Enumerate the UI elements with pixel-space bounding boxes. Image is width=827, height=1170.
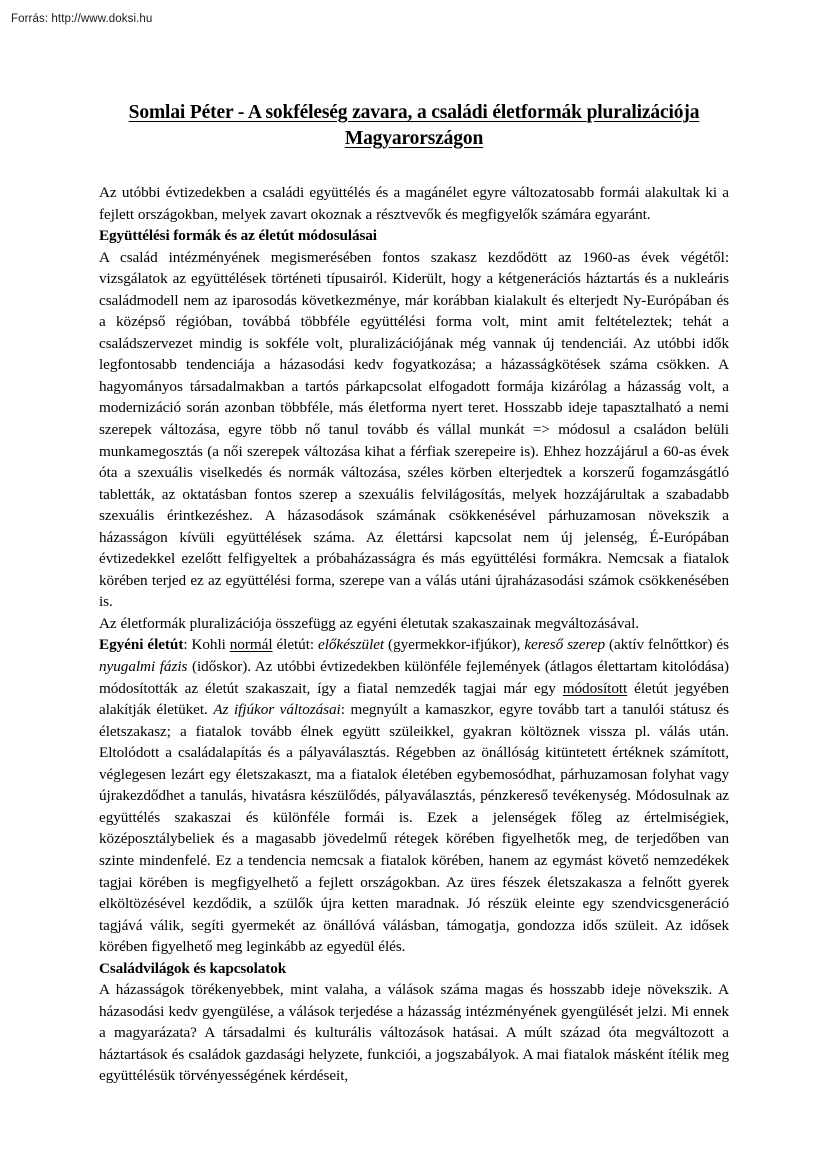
text-run-7: : megnyúlt a kamaszkor, egyre tovább tart a tanulói státusz és életszakasz; a fiatalok tovább élnek együtt szüleikkel, gyakran költöznek vissza pl. válás után. Eltolódott a családalapítás és a pályaválasztás. Régebben az önállóság kitüntetett értéknek számított, véglegesen lezárt egy életszakaszt, ma a fiatalok életében egybemosódhat, párhuzamosan folyhat vagy újrakezdődhet a tanulás, hivatásra készülődés, pályaválasztás, pénzkereső tevékenység. Módosulnak az együttélés szakaszai és különféle formái is. Ezek a jelenségek főleg az értelmiségiek, középosztálybeliek és a magasabb jövedelmű rétegek körében figyelhetők meg, de terjedőben van szinte mindenfelé. Ez a tendencia nemcsak a fiatalok körében, hanem az egymást követő nemzedékek tagjai körében is megfigyelhető a fejlett országokban. Az üres fészek életszakasza a felnőtt gyerek elköltözésével kezdődik, a szülők újra ketten maradnak. Jó részük eleinte egy szendvicsgeneráció tagjává válik, segíti gyermekét az önállóvá válásban, támogatja, gondozza idős szüleit. Az idősek körében figyelhető meg leginkább az egyedül élés. bbox=[99, 701, 729, 956]
term-nyugalmi-fazis: nyugalmi fázis bbox=[99, 658, 188, 676]
source-url-header: Forrás: http://www.doksi.hu bbox=[11, 13, 153, 25]
text-run-5: (időskor). Az utóbbi évtizedekben különféle fejlemények (átlagos élettartam kitolódása) módosították az életút szakaszait, így a fiatal nemzedék tagjai már egy bbox=[99, 658, 729, 697]
text-run-4: (aktív felnőttkor) és bbox=[605, 636, 729, 654]
intro-paragraph: Az utóbbi évtizedekben a családi együttélés és a magánélet egyre változatosabb formái alakultak ki a fejlett országokban, melyek zavart okoznak a résztvevők és megfigyelők számára egyaránt. bbox=[99, 184, 729, 223]
section-heading-csaladvilagok: Családvilágok és kapcsolatok bbox=[99, 959, 287, 977]
page-title-line-1: Somlai Péter - A sokféleség zavara, a családi életformák bbox=[128, 102, 582, 123]
term-elokeszulet: előkészület bbox=[318, 636, 385, 654]
term-az-ifjukor-valtozasai: Az ifjúkor változásai bbox=[213, 701, 341, 719]
term-modositott: módosított bbox=[562, 679, 628, 697]
paragraph-hazassagok-torekenyebbek: A házasságok törékenyebbek, mint valaha, a válások száma magas és hosszabb ideje növekszik. A házasodási kedv gyengülése, a válások terjedése a házasság intézményének gyengülését jelzi. Mi ennek a magyarázata? A társadalmi és kulturális változások hatásai. A múlt század óta megváltozott a háztartások és családok gazdasági helyzete, funkciói, a jogszabályok. A mai fiatalok másként ítélik meg együttélésük törvényességének kérdéseit, bbox=[99, 981, 729, 1085]
text-run-1: : Kohli bbox=[183, 636, 230, 654]
section-heading-egyuttelesi-formak: Együttélési formák és az életút módosulásai bbox=[99, 227, 377, 245]
term-kereso-szerep: kereső szerep bbox=[524, 636, 606, 654]
paragraph-csalad-intezmenye: A család intézményének megismerésében fontos szakasz kezdődött az 1960-as évek végétől: vizsgálatok az együttélések történeti típusairól. Kiderült, hogy a kétgenerációs háztartás és a nukleáris családmodell nem az iparosodás következménye, már korábban kialakult és elterjedt Ny-Európában és a középső régióban, továbbá többféle együttélési forma volt, mint amit feltételeztek; tehát a családszervezet mindig is sokféle volt, pluralizációjának még vannak új tendenciái. Az utóbbi idők legfontosabb tendenciája a házasodási kedv fogyatkozása; a házasságkötések száma csökken. A hagyományos társadalmakban a tartós párkapcsolat elfogadott formája kizárólag a házasság volt, a modernizáció során azonban többféle, más életforma nyert teret. Hosszabb ideje tapasztalható a nemi szerepek változása, egyre több nő tanul tovább és vállal munkát => módosul a családon belüli munkamegosztás (a női szerepek változása kihat a férfiak szerepeire is). Ehhez hozzájárul a 60-as évek óta a szexuális viselkedés és normák változása, széles körben elterjedtek a korszerű fogamzásgátló tabletták, az oktatásban fontos szerep a szexuális felvilágosítás, melyek hozzájárultak a szabadabb szexuális érintkezéshez. A házasodások számának csökkenésével párhuzamosan növekszik a házasságon kívüli együttélések száma. Az élettársi kapcsolat nem új jelenség, É-Európában évtizedekkel ezelőtt felfigyeltek a próbaházasságra és más együttélési formákra. Nemcsak a fiatalok körében terjed ez az együttélési forma, szerepe van a válás utáni újraházasodási számok csökkenésében is. bbox=[99, 248, 729, 611]
page-title-line-2: pluralizációja Magyarországon bbox=[344, 102, 700, 149]
document-page bbox=[99, 0, 729, 1087]
text-run-6: életút jegyében alakítják életüket. bbox=[99, 679, 729, 719]
page-title bbox=[99, 0, 729, 151]
term-normal: normál bbox=[229, 636, 273, 654]
term-egyeni-eletut: Egyéni életút bbox=[99, 636, 184, 654]
document-body bbox=[99, 182, 729, 1087]
text-run-3: (gyermekkor-ifjúkor), bbox=[384, 636, 525, 654]
paragraph-eletformak-pluralizacioja: Az életformák pluralizációja összefügg az egyéni életutak szakaszainak megváltozásával. bbox=[99, 614, 639, 632]
text-run-2: életút: bbox=[272, 636, 319, 654]
paragraph-egyeni-eletut bbox=[99, 634, 729, 957]
